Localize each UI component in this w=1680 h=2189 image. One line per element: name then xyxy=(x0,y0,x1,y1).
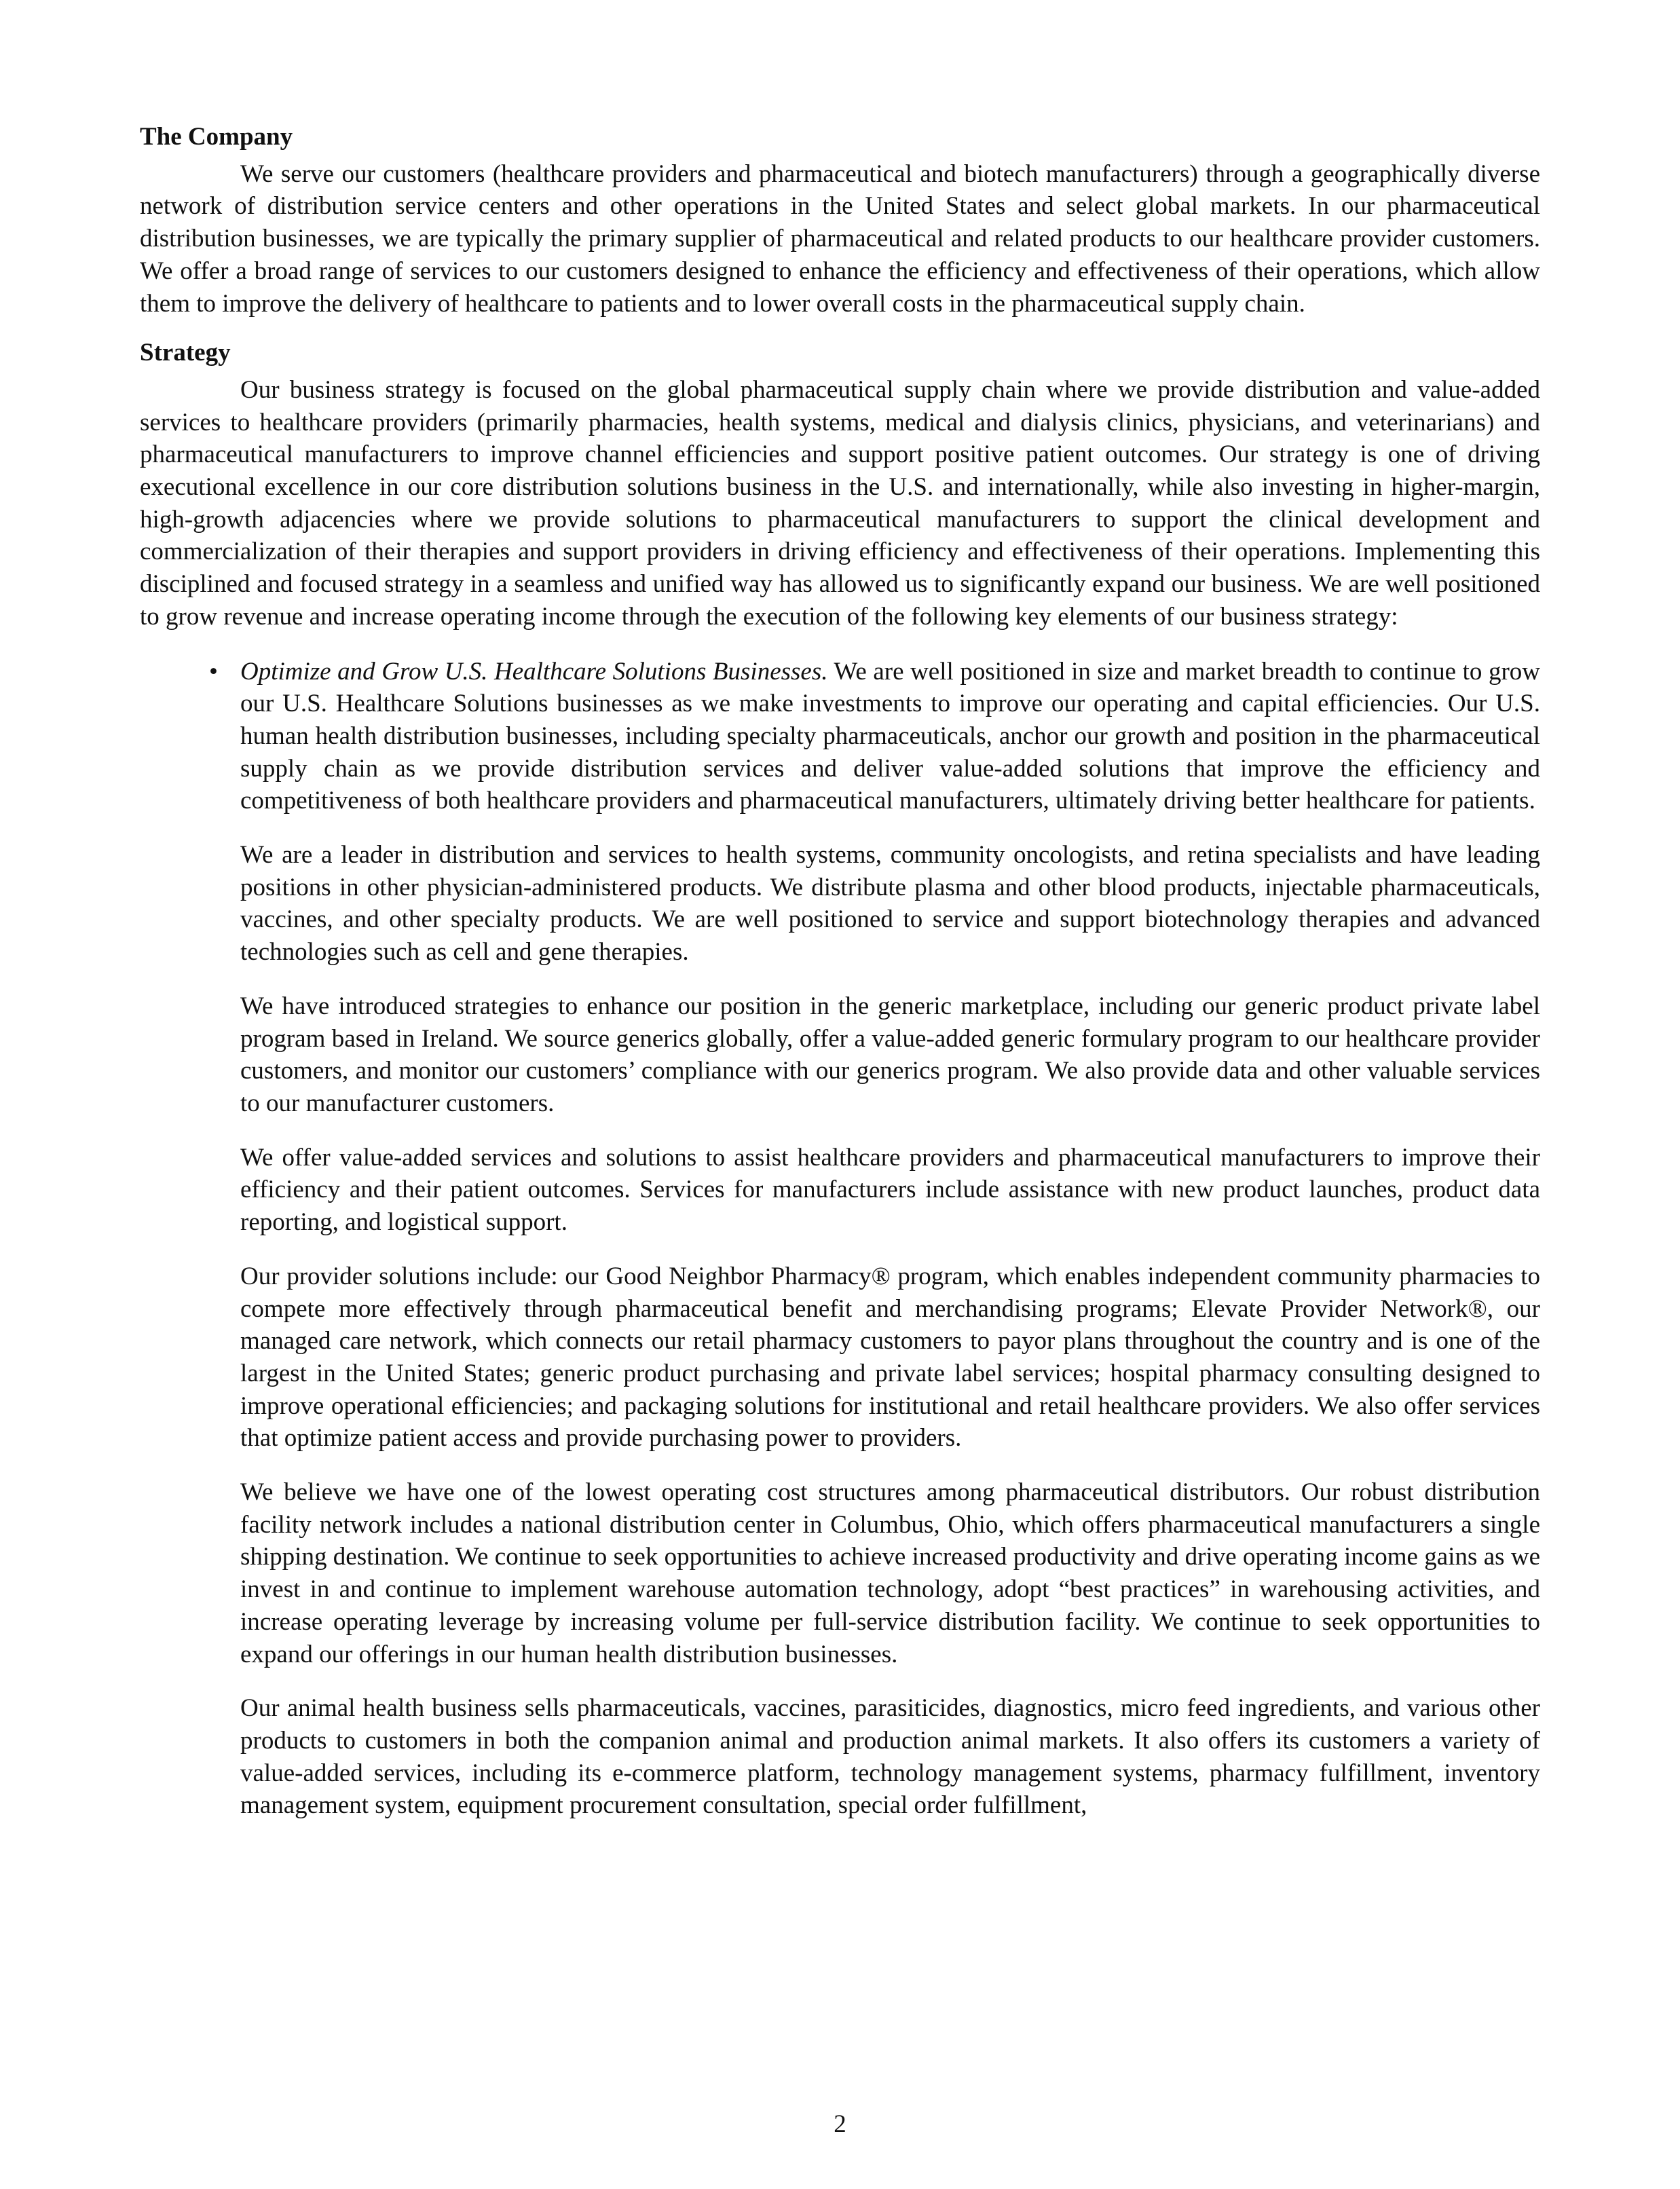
bullet-marker: • xyxy=(209,657,218,686)
bullet-paragraph-animal-health: Our animal health business sells pharmaceuticals, vaccines, parasiticides, diagnostics, micro feed ingredients, and various other products to customers in both the companion animal and production animal markets. It also offers its customers a variety of value-added services, including its e-commerce platform, technology management systems, pharmacy fulfillment, inventory management system, equipment procurement consultation, special order fulfillment, xyxy=(240,1694,1540,1820)
bullet-title: Optimize and Grow U.S. Healthcare Solutions Businesses. xyxy=(240,657,828,686)
bullet-paragraph-provider-solutions: Our provider solutions include: our Good Neighbor Pharmacy® program, which enables independent community pharmacies to compete more effectively through pharmaceutical benefit and merchandising programs; Elevate Provider Network®, our managed care network, which connects our retail pharmacy customers to payor plans throughout the country and is one of the largest in the United States; generic product purchasing and private label services; hospital pharmacy consulting designed to improve operational efficiencies; and packaging solutions for institutional and retail healthcare providers. We also offer services that optimize patient access and provide purchasing power to providers. xyxy=(240,1262,1540,1453)
bullet-paragraph-value-added: We offer value-added services and solutions to assist healthcare providers and pharmaceutical manufacturers to improve their efficiency and their patient outcomes. Services for manufacturers include assistance with new product launches, product data reporting, and logistical support. xyxy=(240,1143,1540,1237)
section-heading-company: The Company xyxy=(140,123,293,151)
bullet-lead-text: We are well positioned in size and market breadth to continue to grow our U.S. Healthcare Solutions businesses as we make investments to improve our operating and capital efficiencies. Our U.S. human health distribution businesses, including specialty pharmaceuticals, anchor our growth and position in the pharmaceutical supply chain as we provide distribution services and deliver value-added solutions that improve the efficiency and competitiveness of both healthcare providers and pharmaceutical manufacturers, ultimately driving better healthcare for patients. xyxy=(240,657,1540,815)
document-page xyxy=(140,121,1540,1822)
company-paragraph: We serve our customers (healthcare providers and pharmaceutical and biotech manufacturers) through a geographically diverse network of distribution service centers and other operations in the United States and select global markets. In our pharmaceutical distribution businesses, we are typically the primary supplier of pharmaceutical and related products to our healthcare provider customers. We offer a broad range of services to our customers designed to enhance the efficiency and effectiveness of their operations, which allow them to improve the delivery of healthcare to patients and to lower overall costs in the pharmaceutical supply chain. xyxy=(140,160,1540,318)
page-number: 2 xyxy=(834,2110,846,2138)
bullet-lead-paragraph xyxy=(240,656,1540,818)
section-heading-strategy: Strategy xyxy=(140,339,231,367)
bullet-paragraph-cost-structure: We believe we have one of the lowest operating cost structures among pharmaceutical distributors. Our robust distribution facility network includes a national distribution center in Columbus, Ohio, which offers pharmaceutical manufacturers a single shipping destination. We continue to seek opportunities to achieve increased productivity and drive operating income gains as we invest in and continue to implement warehouse automation technology, adopt “best practices” in warehousing activities, and increase operating leverage by increasing volume per full-service distribution facility. We continue to seek opportunities to expand our offerings in our human health distribution businesses. xyxy=(240,1478,1540,1668)
strategy-bullet xyxy=(140,656,1540,1822)
bullet-paragraph-leader: We are a leader in distribution and services to health systems, community oncologists, and retina specialists and have leading positions in other physician-administered products. We distribute plasma and other blood products, injectable pharmaceuticals, vaccines, and other specialty products. We are well positioned to service and support biotechnology therapies and advanced technologies such as cell and gene therapies. xyxy=(240,841,1540,967)
bullet-paragraph-generics: We have introduced strategies to enhance our position in the generic marketplace, including our generic product private label program based in Ireland. We source generics globally, offer a value-added generic formulary program to our healthcare provider customers, and monitor our customers’ compliance with our generics program. We also provide data and other valuable services to our manufacturer customers. xyxy=(240,992,1540,1117)
strategy-paragraph: Our business strategy is focused on the global pharmaceutical supply chain where we provide distribution and value-added services to healthcare providers (primarily pharmacies, health systems, medical and dialysis clinics, physicians, and veterinarians) and pharmaceutical manufacturers to improve channel efficiencies and support positive patient outcomes. Our strategy is one of driving executional excellence in our core distribution solutions business in the U.S. and internationally, while also investing in higher-margin, high-growth adjacencies where we provide solutions to pharmaceutical manufacturers to support the clinical development and commercialization of their therapies and support providers in driving efficiency and effectiveness of their operations. Implementing this disciplined and focused strategy in a seamless and unified way has allowed us to significantly expand our business. We are well positioned to grow revenue and increase operating income through the execution of the following key elements of our business strategy: xyxy=(140,375,1540,631)
